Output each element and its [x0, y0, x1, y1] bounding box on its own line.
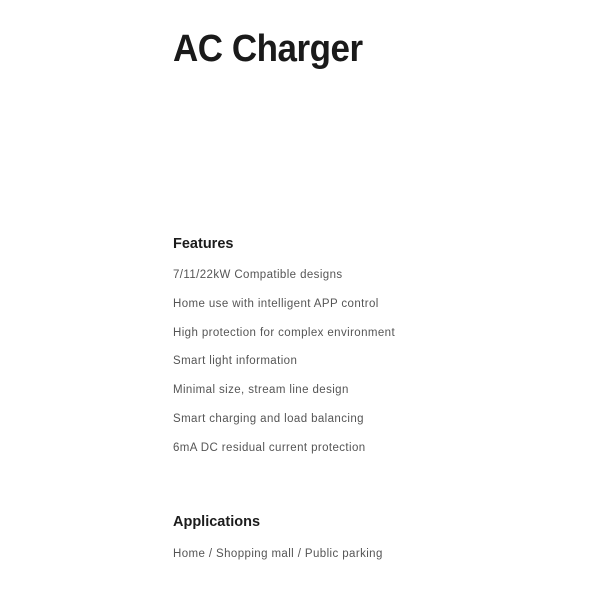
feature-list: [173, 266, 395, 468]
feature-item: 7/11/22kW Compatible designs: [173, 269, 343, 281]
applications-heading: Applications: [173, 514, 261, 530]
feature-item: 6mA DC residual current protection: [173, 441, 366, 454]
product-spec-page: [173, 0, 573, 600]
feature-item: Smart charging and load balancing: [173, 412, 364, 425]
feature-item: Home use with intelligent APP control: [173, 297, 379, 310]
page-title: AC Charger: [173, 28, 363, 70]
applications-text: Home / Shopping mall / Public parking: [173, 548, 383, 560]
feature-item: Minimal size, stream line design: [173, 384, 349, 397]
feature-item: Smart light information: [173, 355, 298, 368]
feature-item: High protection for complex environment: [173, 326, 396, 339]
features-heading: Features: [173, 236, 234, 252]
